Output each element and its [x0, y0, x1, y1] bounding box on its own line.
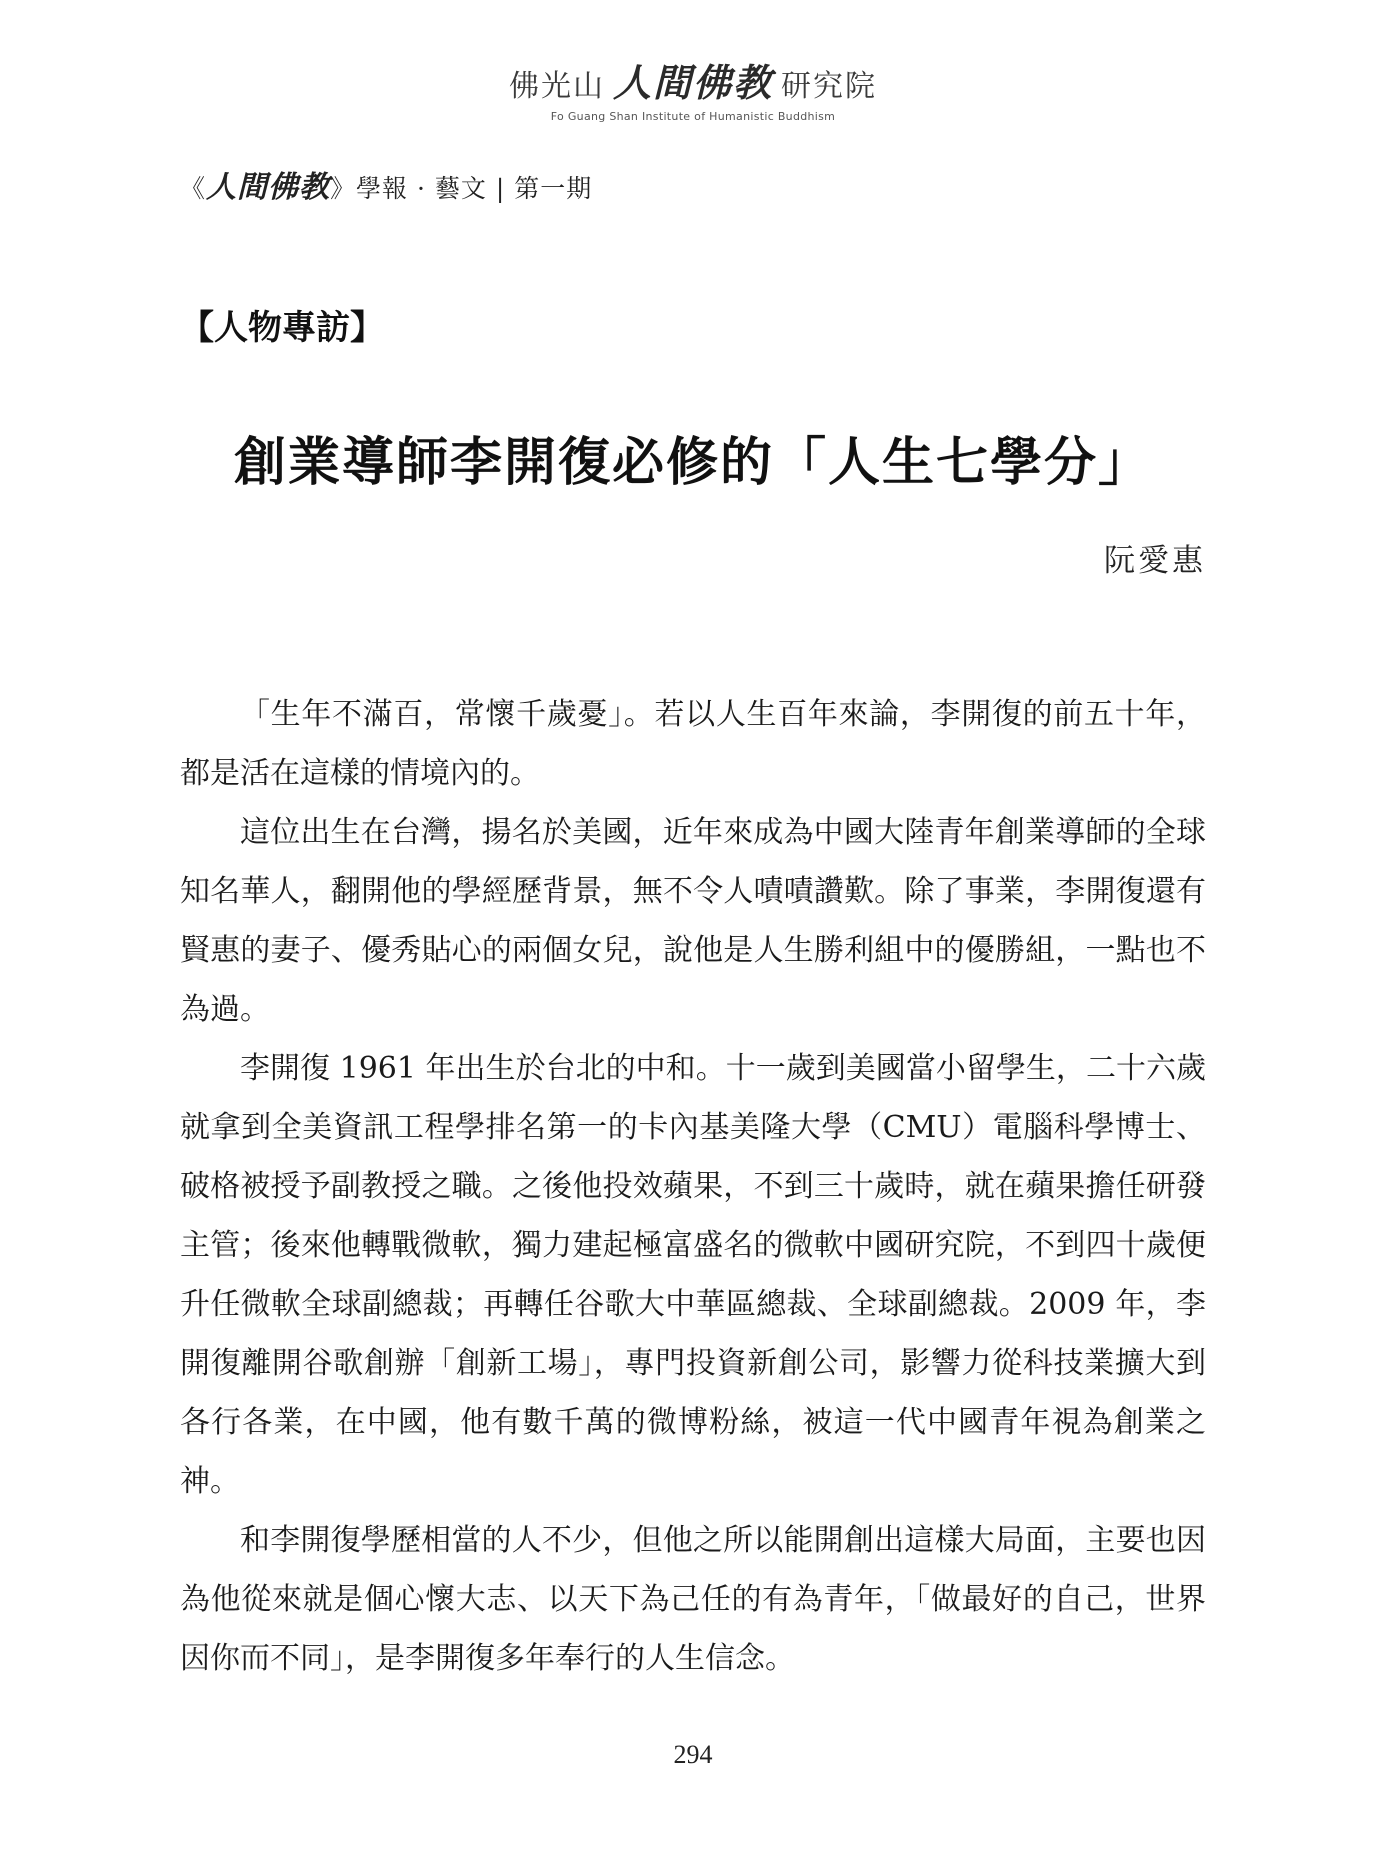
journal-logo-calligraphy: 人間佛教	[206, 170, 331, 205]
journal-issue-info: 學報 · 藝文 | 第一期	[356, 174, 593, 203]
article-author: 阮愛惠	[1104, 543, 1206, 579]
journal-close-bracket: 》	[330, 174, 357, 203]
institute-name-left: 佛光山	[508, 69, 605, 104]
journal-open-bracket: 《	[180, 174, 207, 203]
body-paragraph: 李開復 1961 年出生於台北的中和。十一歲到美國當小留學生，二十六歲就拿到全美資訊工程學排名第一的卡內基美隆大學（CMU）電腦科學博士、破格被授予副教授之職。之後他投效蘋果，不到三十歲時，就在蘋果擔任研發主管；後來他轉戰微軟，獨力建起極富盛名的微軟中國研究院，不到四十歲便升任微軟全球副總裁；再轉任谷歌大中華區總裁、全球副總裁。2009 年，李開復離開谷歌創辦「創新工場」，專門投資新創公司，影響力從科技業擴大到各行各業，在中國，他有數千萬的微博粉絲，被這一代中國青年視為創業之神。	[180, 1051, 1206, 1499]
institute-header	[0, 60, 1386, 123]
journal-running-head	[180, 162, 592, 206]
institute-name	[0, 60, 1386, 106]
institute-logo-calligraphy: 人間佛教	[612, 60, 773, 105]
article-body	[180, 685, 1206, 1688]
institute-name-right: 研究院	[781, 69, 877, 104]
column-tag: 【人物專訪】	[180, 308, 384, 348]
body-paragraph: 和李開復學歷相當的人不少，但他之所以能開創出這樣大局面，主要也因為他從來就是個心懷大志、以天下為己任的有為青年，「做最好的自己，世界因你而不同」，是李開復多年奉行的人生信念。	[180, 1523, 1206, 1676]
body-paragraph: 這位出生在台灣，揚名於美國，近年來成為中國大陸青年創業導師的全球知名華人，翻開他的學經歷背景，無不令人嘖嘖讚歎。除了事業，李開復還有賢惠的妻子、優秀貼心的兩個女兒，說他是人生勝利組中的優勝組，一點也不為過。	[180, 815, 1206, 1027]
article-title: 創業導師李開復必修的「人生七學分」	[233, 432, 1152, 493]
institute-english-name: Fo Guang Shan Institute of Humanistic Buddhism	[550, 109, 836, 123]
page-number: 294	[673, 1740, 713, 1769]
body-paragraph: 「生年不滿百，常懷千歲憂」。若以人生百年來論，李開復的前五十年，都是活在這樣的情境內的。	[180, 697, 1206, 791]
